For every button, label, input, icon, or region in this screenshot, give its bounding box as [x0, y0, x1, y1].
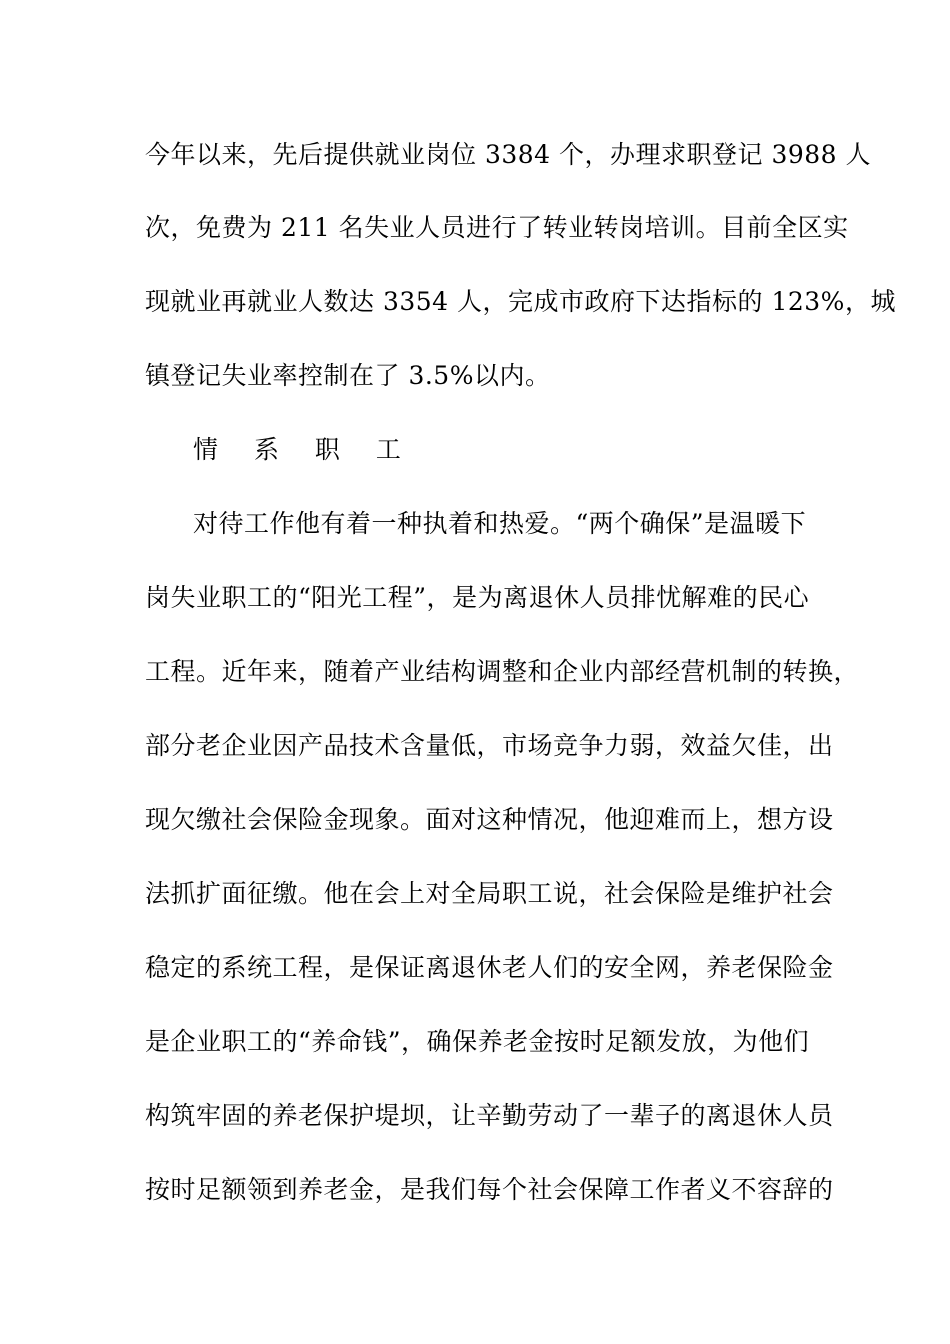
paragraph-line: 次，免费为 211 名失业人员进行了转业转岗培训。目前全区实	[145, 213, 849, 242]
paragraph-line: 现就业再就业人数达 3354 人，完成市政府下达指标的 123%，城	[145, 287, 896, 316]
paragraph-line: 部分老企业因产品技术含量低，市场竞争力弱，效益欠佳，出	[145, 731, 834, 760]
paragraph-line: 岗失业职工的“阳光工程”，是为离退休人员排忧解难的民心	[145, 583, 810, 612]
paragraph-line: 是企业职工的“养命钱”，确保养老金按时足额发放，为他们	[145, 1027, 810, 1056]
paragraph-line: 今年以来，先后提供就业岗位 3384 个，办理求职登记 3988 人	[145, 140, 872, 169]
paragraph-line: 按时足额领到养老金，是我们每个社会保障工作者义不容辞的	[145, 1175, 834, 1204]
paragraph-line: 构筑牢固的养老保护堤坝，让辛勤劳动了一辈子的离退休人员	[145, 1101, 834, 1130]
section-heading: 情 系 职 工	[193, 435, 415, 464]
paragraph-line: 稳定的系统工程，是保证离退休老人们的安全网，养老保险金	[145, 953, 834, 982]
paragraph-line: 对待工作他有着一种执着和热爱。“两个确保”是温暖下	[193, 509, 807, 538]
paragraph-line: 法抓扩面征缴。他在会上对全局职工说，社会保险是维护社会	[145, 879, 834, 908]
paragraph-line: 现欠缴社会保险金现象。面对这种情况，他迎难而上，想方设	[145, 805, 834, 834]
paragraph-line: 工程。近年来，随着产业结构调整和企业内部经营机制的转换，	[145, 657, 860, 686]
paragraph-line: 镇登记失业率控制在了 3.5%以内。	[145, 361, 551, 390]
